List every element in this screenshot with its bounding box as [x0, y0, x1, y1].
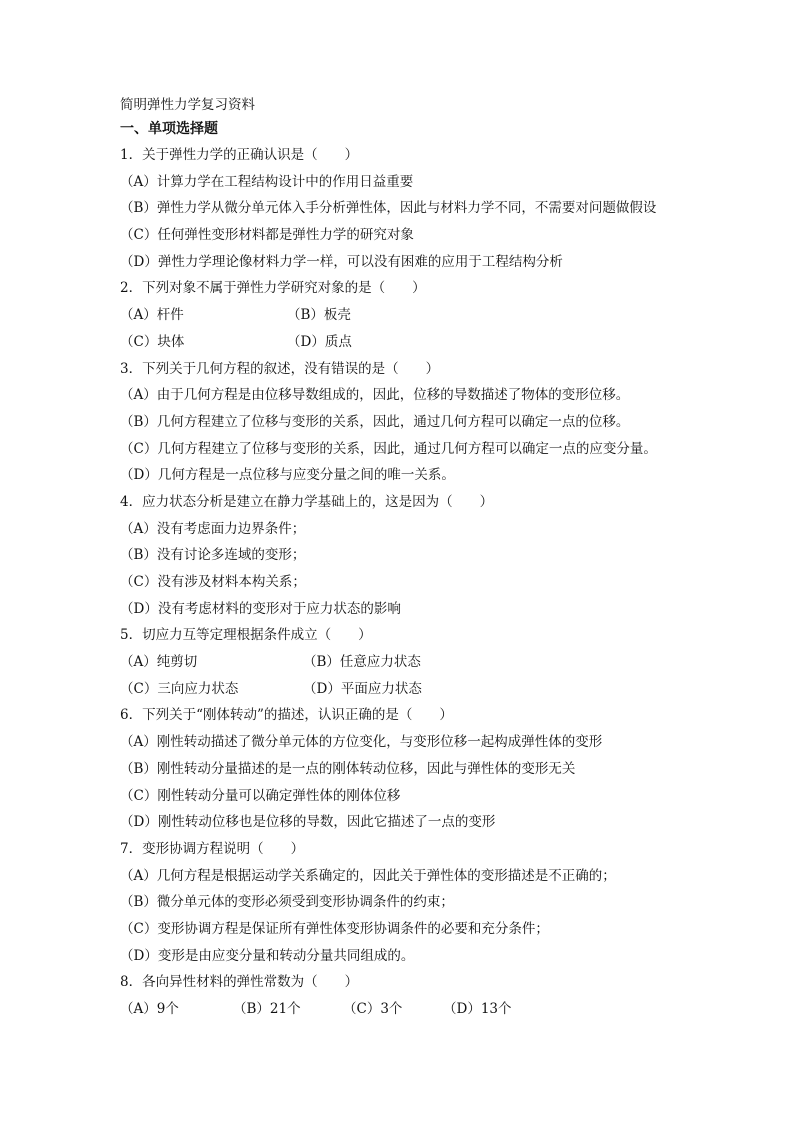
- option: （D）变形是由应变分量和转动分量共同组成的。: [120, 947, 415, 964]
- option: （B）21个: [233, 1001, 301, 1017]
- option: （B）没有讨论多连域的变形；: [120, 547, 306, 564]
- question-4: [120, 489, 680, 622]
- question-stem: 8．各向异性材料的弹性常数为（ ）: [120, 974, 359, 991]
- question-5: [120, 622, 680, 702]
- question-2: [120, 275, 680, 355]
- option: （B）微分单元体的变形必须受到变形协调条件的约束；: [120, 894, 454, 911]
- option: （A）刚性转动描述了微分单元体的方位变化，与变形位移一起构成弹性体的变形: [120, 734, 603, 751]
- option: （C）刚性转动分量可以确定弹性体的刚体位移: [120, 787, 401, 804]
- question-6: [120, 702, 680, 835]
- question-7: [120, 836, 680, 969]
- question-stem: 6．下列关于“刚体转动”的描述，认识正确的是（ ）: [120, 707, 453, 724]
- option: （C）任何弹性变形材料都是弹性力学的研究对象: [120, 227, 414, 244]
- option: （C）块体: [120, 333, 185, 350]
- option-row: [120, 329, 680, 356]
- option-row: [120, 676, 680, 703]
- question-stem: 3．下列关于几何方程的叙述，没有错误的是（ ）: [120, 360, 440, 377]
- question-8: [120, 969, 680, 1022]
- option: （D）平面应力状态: [303, 680, 422, 697]
- option: （C）3个: [343, 1001, 403, 1017]
- option: （B）弹性力学从微分单元体入手分析弹性体，因此与材料力学不同，不需要对问题做假设: [120, 200, 657, 217]
- question-stem: 2．下列对象不属于弹性力学研究对象的是（ ）: [120, 280, 426, 297]
- question-3: [120, 356, 680, 489]
- option: （D）弹性力学理论像材料力学一样，可以没有困难的应用于工程结构分析: [120, 253, 563, 270]
- option: （A）没有考虑面力边界条件；: [120, 520, 306, 537]
- option: （A）由于几何方程是由位移导数组成的，因此，位移的导数描述了物体的变形位移。: [120, 387, 630, 404]
- option: （C）没有涉及材料本构关系；: [120, 574, 306, 590]
- option: （C）变形协调方程是保证所有弹性体变形协调条件的必要和充分条件；: [120, 920, 549, 937]
- document-page: [120, 94, 680, 1023]
- option: （D）13个: [443, 1001, 512, 1017]
- option: （A）杆件: [120, 307, 184, 324]
- option: （D）几何方程是一点位移与应变分量之间的唯一关系。: [120, 467, 455, 484]
- option: （A）9个: [120, 1001, 179, 1017]
- section-heading: 一、单项选择题: [120, 121, 218, 137]
- option: （B）板壳: [287, 307, 351, 324]
- option: （B）几何方程建立了位移与变形的关系，因此，通过几何方程可以确定一点的位移。: [120, 413, 630, 430]
- option-row: [120, 649, 680, 676]
- question-1: [120, 142, 680, 275]
- question-stem: 5．切应力互等定理根据条件成立（ ）: [120, 627, 372, 644]
- option: （D）质点: [287, 333, 352, 350]
- option: （A）纯剪切: [120, 654, 198, 671]
- option: （A）计算力学在工程结构设计中的作用日益重要: [120, 173, 414, 190]
- option: （C）几何方程建立了位移与变形的关系，因此，通过几何方程可以确定一点的应变分量。: [120, 440, 657, 457]
- option: （C）三向应力状态: [120, 680, 239, 697]
- option: （B）任意应力状态: [303, 654, 421, 671]
- option: （A）几何方程是根据运动学关系确定的，因此关于弹性体的变形描述是不正确的；: [120, 867, 616, 884]
- question-stem: 4．应力状态分析是建立在静力学基础上的，这是因为（ ）: [120, 493, 494, 510]
- option-row: [120, 996, 680, 1023]
- document-title: 简明弹性力学复习资料: [120, 97, 255, 113]
- question-stem: 1．关于弹性力学的正确认识是（ ）: [120, 147, 359, 163]
- option: （B）刚性转动分量描述的是一点的刚体转动位移，因此与弹性体的变形无关: [120, 760, 576, 777]
- option: （D）没有考虑材料的变形对于应力状态的影响: [120, 600, 401, 617]
- option: （D）刚性转动位移也是位移的导数，因此它描述了一点的变形: [120, 814, 496, 831]
- question-stem: 7．变形协调方程说明（ ）: [120, 840, 305, 857]
- option-row: [120, 302, 680, 329]
